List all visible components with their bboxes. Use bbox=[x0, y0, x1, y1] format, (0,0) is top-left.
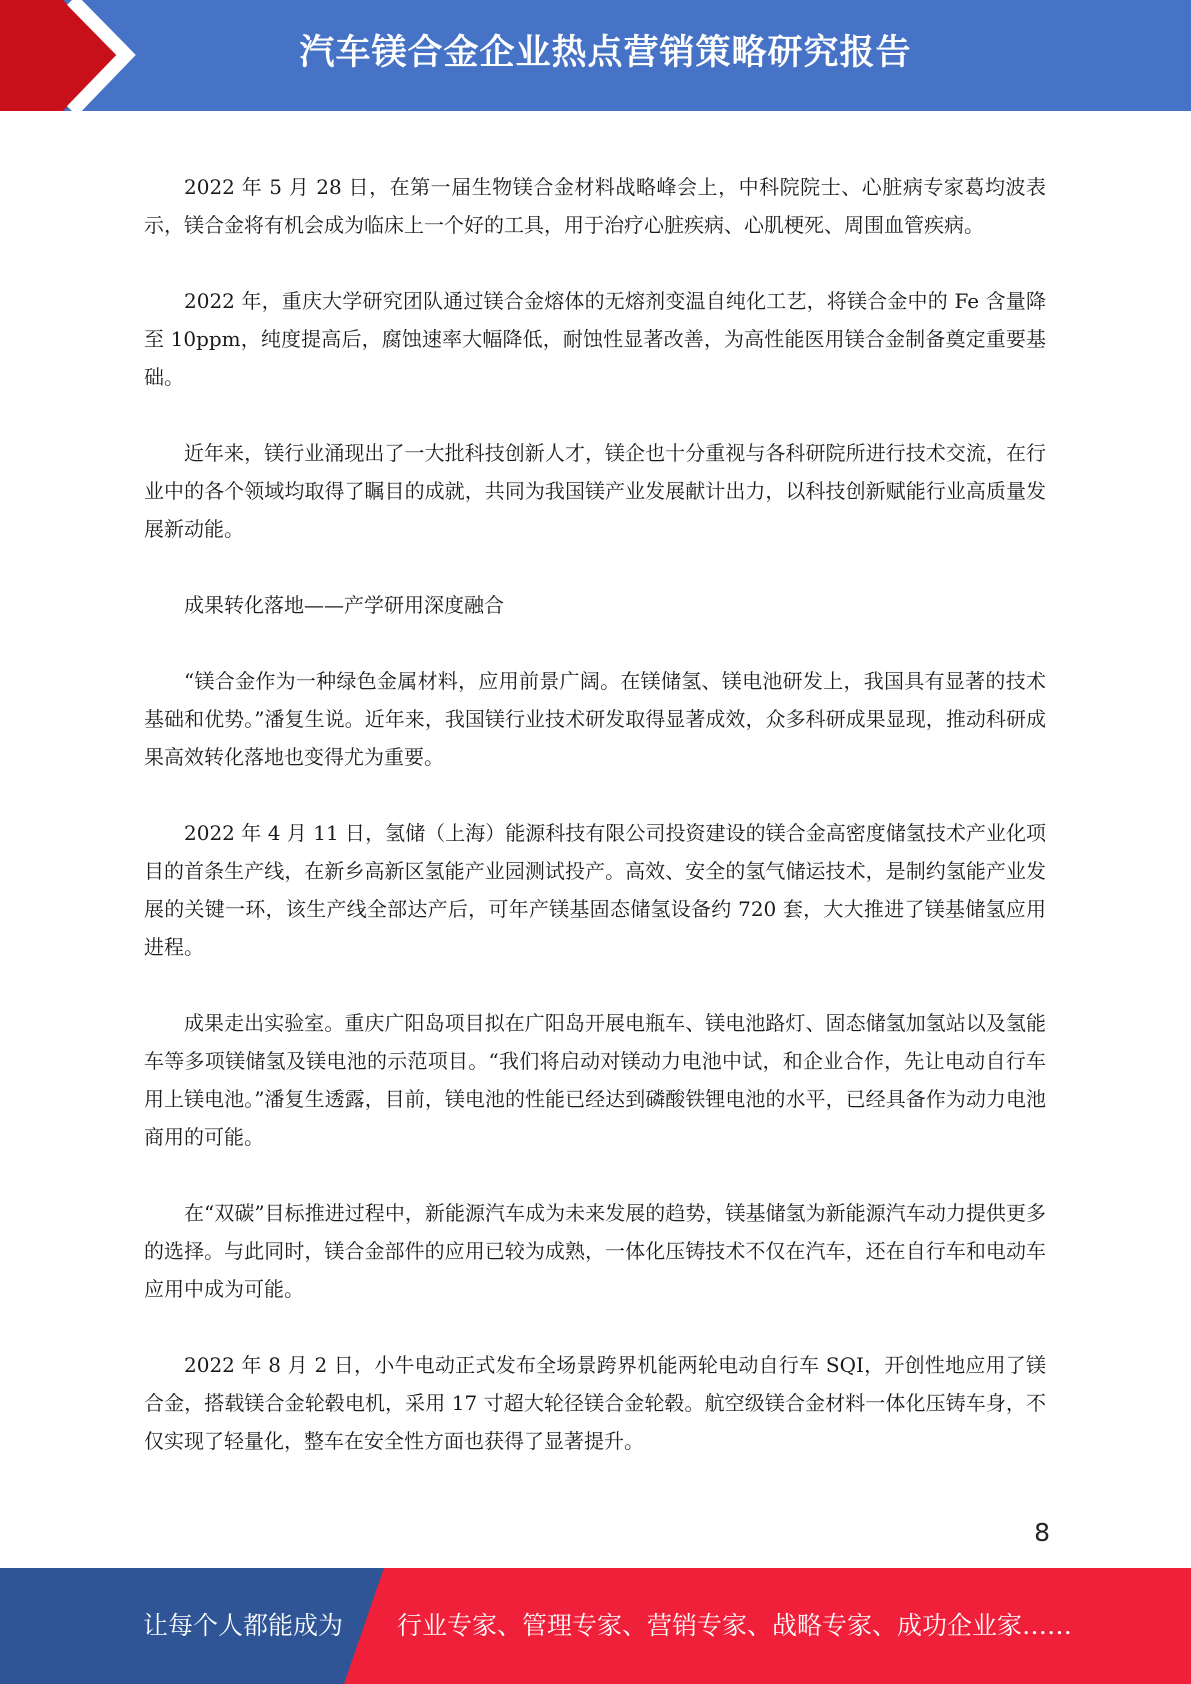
document-body bbox=[144, 168, 1046, 1498]
page-header bbox=[0, 0, 1191, 111]
section-heading: 成果转化落地——产学研用深度融合 bbox=[184, 593, 504, 617]
paragraph: 成果走出实验室。重庆广阳岛项目拟在广阳岛开展电瓶车、镁电池路灯、固态储氢加氢站以及氢能车等多项镁储氢及镁电池的示范项目。“我们将启动对镁动力电池中试，和企业合作，先让电动自行车用上镁电池。”潘复生透露，目前，镁电池的性能已经达到磷酸铁锂电池的水平，已经具备作为动力电池商用的可能。 bbox=[144, 1011, 1046, 1149]
paragraph: 近年来，镁行业涌现出了一大批科技创新人才，镁企也十分重视与各科研院所进行技术交流，在行业中的各个领域均取得了瞩目的成就，共同为我国镁产业发展献计出力，以科技创新赋能行业高质量发展新动能。 bbox=[144, 441, 1046, 541]
footer-slogan-right: 行业专家、管理专家、营销专家、战略专家、成功企业家…… bbox=[397, 1611, 1073, 1640]
paragraph: “镁合金作为一种绿色金属材料，应用前景广阔。在镁储氢、镁电池研发上，我国具有显著的技术基础和优势。”潘复生说。近年来，我国镁行业技术研发取得显著成效，众多科研成果显现，推动科研成果高效转化落地也变得尤为重要。 bbox=[144, 669, 1046, 769]
page-number: 8 bbox=[1034, 1518, 1050, 1547]
paragraph: 2022 年，重庆大学研究团队通过镁合金熔体的无熔剂变温自纯化工艺，将镁合金中的 Fe 含量降至 10ppm，纯度提高后，腐蚀速率大幅降低，耐蚀性显著改善，为高性能医用镁合金制备奠定重要基础。 bbox=[144, 289, 1046, 389]
paragraph: 2022 年 4 月 11 日，氢储（上海）能源科技有限公司投资建设的镁合金高密度储氢技术产业化项目的首条生产线，在新乡高新区氢能产业园测试投产。高效、安全的氢气储运技术，是制约氢能产业发展的关键一环，该生产线全部达产后，可年产镁基固态储氢设备约 720 套，大大推进了镁基储氢应用进程。 bbox=[144, 821, 1046, 959]
paragraph: 2022 年 5 月 28 日，在第一届生物镁合金材料战略峰会上，中科院院士、心脏病专家葛均波表示，镁合金将有机会成为临床上一个好的工具，用于治疗心脏疾病、心肌梗死、周围血管疾病。 bbox=[144, 175, 1046, 237]
report-title: 汽车镁合金企业热点营销策略研究报告 bbox=[299, 33, 912, 73]
page-footer bbox=[0, 1568, 1191, 1684]
paragraph: 在“双碳”目标推进过程中，新能源汽车成为未来发展的趋势，镁基储氢为新能源汽车动力提供更多的选择。与此同时，镁合金部件的应用已较为成熟，一体化压铸技术不仅在汽车，还在自行车和电动车应用中成为可能。 bbox=[144, 1201, 1046, 1301]
paragraph: 2022 年 8 月 2 日，小牛电动正式发布全场景跨界机能两轮电动自行车 SQI，开创性地应用了镁合金，搭载镁合金轮毂电机，采用 17 寸超大轮径镁合金轮毂。航空级镁合金材料一体化压铸车身，不仅实现了轻量化，整车在安全性方面也获得了显著提升。 bbox=[144, 1353, 1046, 1453]
footer-slogan-left: 让每个人都能成为 bbox=[143, 1611, 344, 1640]
